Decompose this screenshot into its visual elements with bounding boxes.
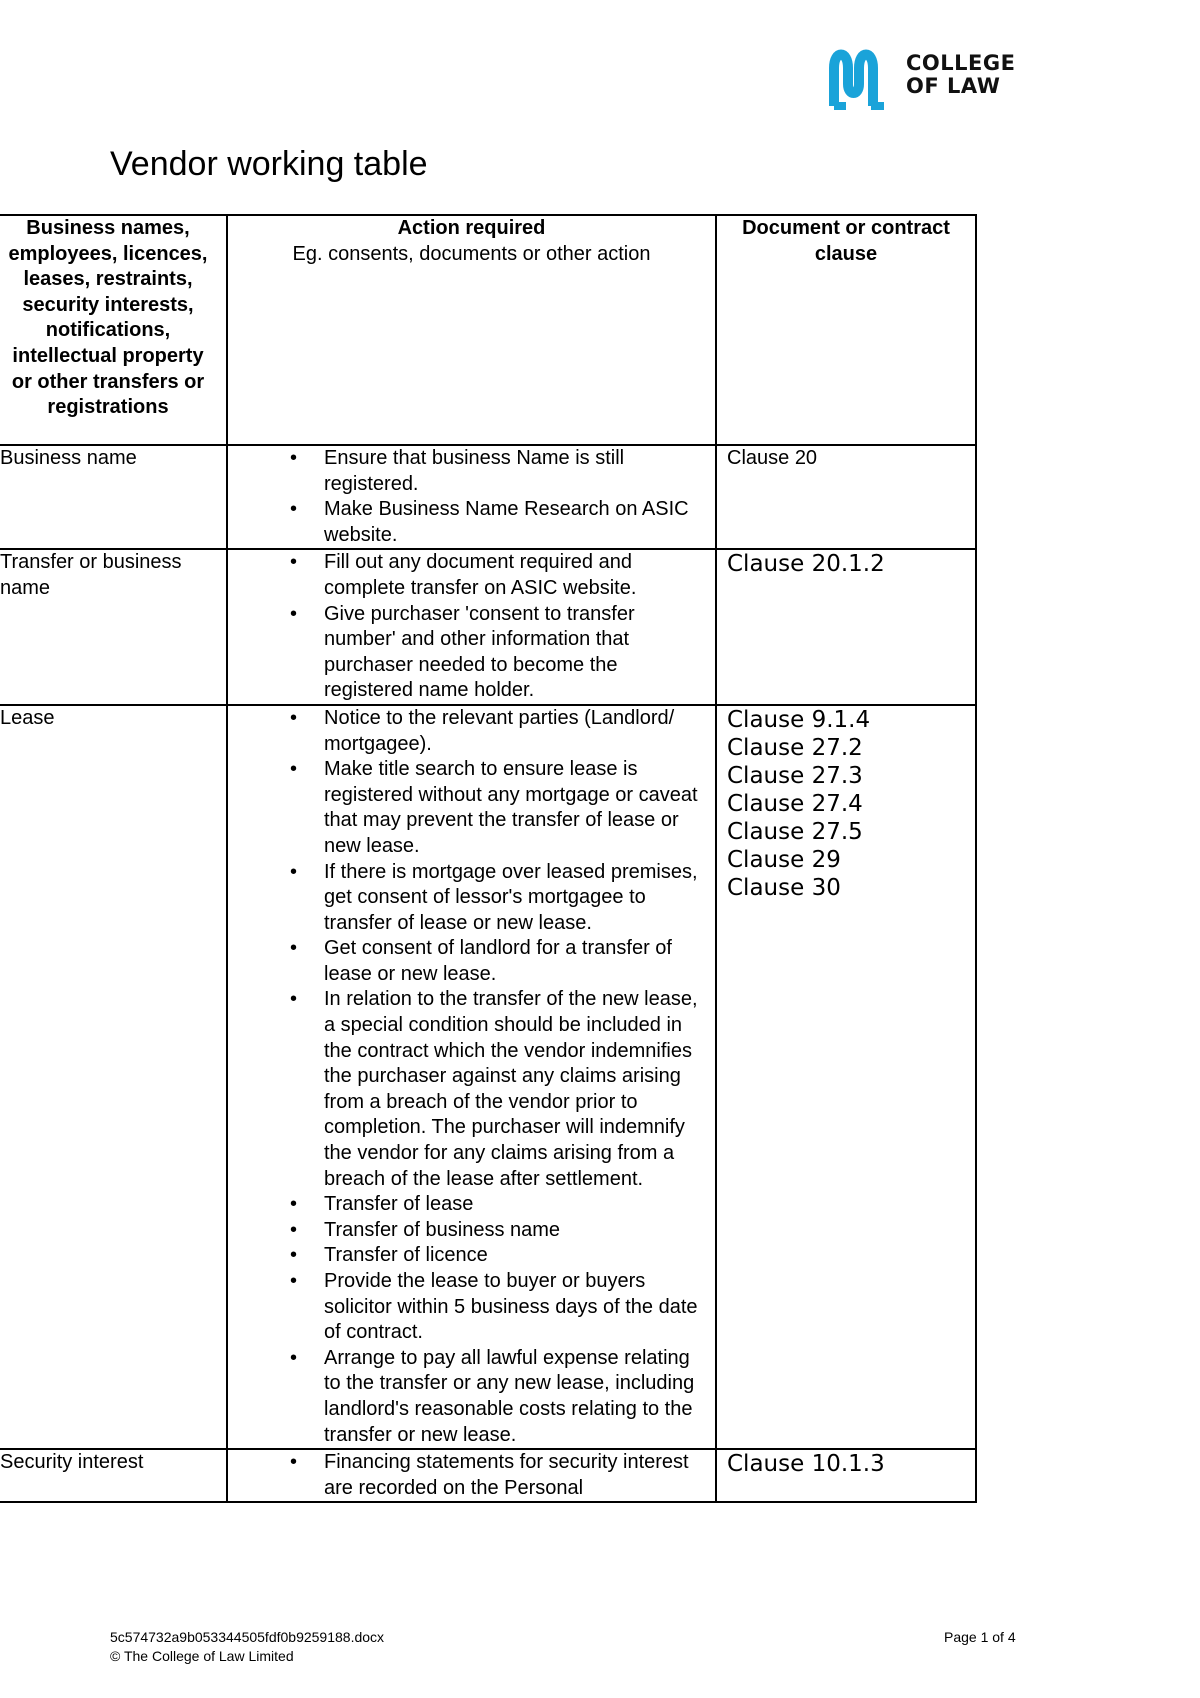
table-row [0,549,976,705]
list-item: • Get consent of landlord for a transfer of lease or new lease. [324,936,705,987]
table-row [0,1449,976,1502]
row-actions [227,549,716,705]
header-business-items: Business names, employees, licences, leases, restraints, security interests, notifications, intellectual property or other transfers or registrations [0,215,227,445]
list-item: • Make Business Name Research on ASIC website. [324,497,705,548]
clause-ref: Clause 20 [727,447,818,469]
row-name: Security interest [0,1449,227,1502]
college-logo-icon [826,44,892,110]
row-name: Business name [0,445,227,549]
row-name: Lease [0,705,227,1449]
list-item: • In relation to the transfer of the new lease, a special condition should be included in the contract which the vendor indemnifies the purchaser against any claims arising from a breach of the vendor prior to completion. The purchaser will indemnify the vendor for any claims arising from a breach of the lease after settlement. [324,987,705,1192]
logo-line-2: OF LAW [906,74,1001,98]
page-title: Vendor working table [110,145,428,183]
table-header-row [0,215,976,445]
row-name: Transfer or business name [0,549,227,705]
clause-ref: Clause 27.5 [727,818,863,845]
list-item: • Fill out any document required and complete transfer on ASIC website. [324,550,705,601]
list-item: • Notice to the relevant parties (Landlord/ mortgagee). [324,706,705,757]
list-item: • Transfer of licence [324,1243,705,1269]
list-item: • Make title search to ensure lease is registered without any mortgage or caveat that may prevent the transfer of lease or new lease. [324,757,705,859]
row-clauses [716,705,976,1449]
clause-ref: Clause 20.1.2 [727,551,885,578]
list-item: • Ensure that business Name is still registered. [324,446,705,497]
footer-page-number: Page 1 of 4 [944,1629,1016,1645]
clause-ref: Clause 27.3 [727,762,863,789]
vendor-working-table [0,214,977,1503]
header-document-clause: Document or contract clause [716,215,976,445]
row-actions [227,445,716,549]
list-item: • Arrange to pay all lawful expense relating to the transfer or any new lease, including landlord's reasonable costs relating to the transfer or new lease. [324,1346,705,1448]
row-actions [227,1449,716,1502]
logo-wordmark [906,52,1015,98]
clause-ref: Clause 9.1.4 [727,706,871,733]
college-of-law-logo [826,40,1036,114]
clause-ref: Clause 29 [727,846,841,873]
row-clauses [716,445,976,549]
footer-copyright: © The College of Law Limited [110,1648,294,1664]
header-action-subtitle: Eg. consents, documents or other action [292,242,651,265]
header-action-title: Action required [397,217,546,239]
list-item: • Financing statements for security interest are recorded on the Personal [324,1450,705,1501]
clause-ref: Clause 10.1.3 [727,1451,885,1478]
clause-ref: Clause 27.2 [727,734,863,761]
row-clauses [716,1449,976,1502]
table-row [0,705,976,1449]
list-item: • Transfer of lease [324,1192,705,1218]
header-action-required [227,215,716,445]
row-actions [227,705,716,1449]
logo-line-1: COLLEGE [906,51,1016,75]
clause-ref: Clause 30 [727,874,841,901]
list-item: • Provide the lease to buyer or buyers solicitor within 5 business days of the date of contract. [324,1269,705,1346]
row-clauses [716,549,976,705]
list-item: • Give purchaser 'consent to transfer number' and other information that purchaser needed to become the registered name holder. [324,602,705,704]
clause-ref: Clause 27.4 [727,790,863,817]
list-item: • If there is mortgage over leased premises, get consent of lessor's mortgagee to transfer of lease or new lease. [324,860,705,937]
list-item: • Transfer of business name [324,1218,705,1244]
footer-filename: 5c574732a9b053344505fdf0b9259188.docx [110,1629,385,1645]
table-row [0,445,976,549]
